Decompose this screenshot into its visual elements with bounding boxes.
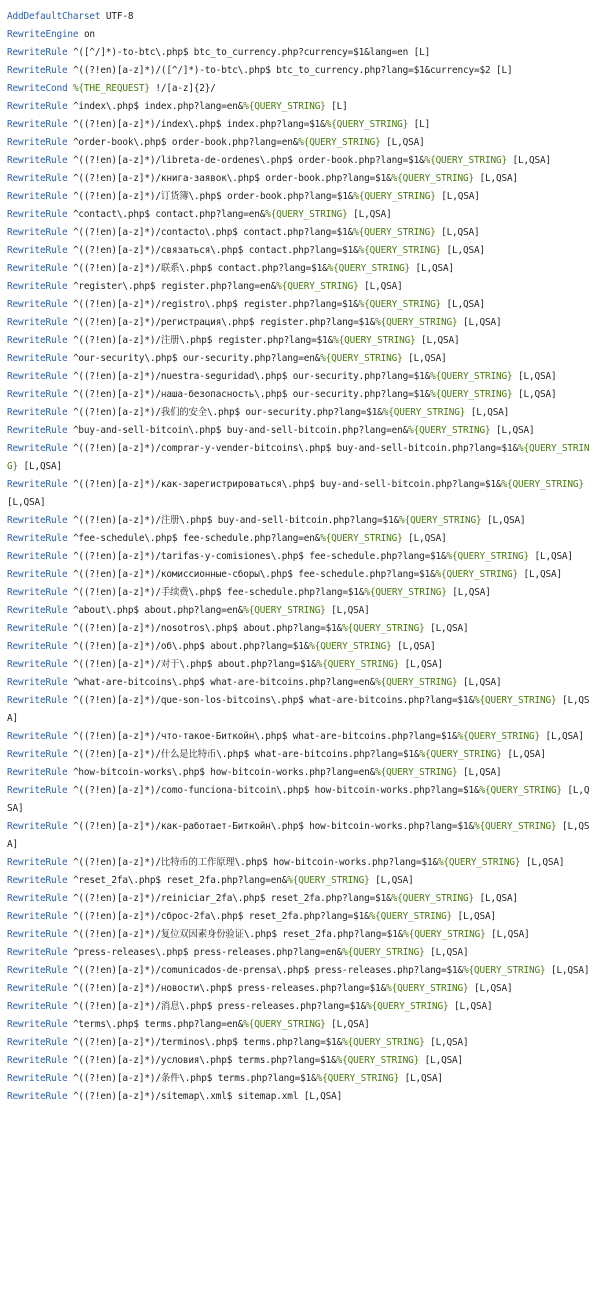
- directive-arguments: ^((?!en)[a-z]*)/比特币的工作原理\.php$ how-bitcoin-works.php?lang=$1&%{QUERY_STRING} [L,QSA]: [72, 857, 565, 868]
- code-line: [7, 746, 593, 764]
- code-line: [7, 134, 593, 152]
- directive-arguments: ^((?!en)[a-z]*)/什么是比特币\.php$ what-are-bitcoins.php?lang=$1&%{QUERY_STRING} [L,QSA]: [72, 749, 546, 760]
- directive-keyword: RewriteRule: [7, 443, 68, 454]
- directive-arguments: ^((?!en)[a-z]*)/nosotros\.php$ about.php?lang=$1&%{QUERY_STRING} [L,QSA]: [72, 623, 469, 634]
- code-line: [7, 926, 593, 944]
- code-line: [7, 8, 593, 26]
- code-line: [7, 854, 593, 872]
- code-line: [7, 350, 593, 368]
- code-line: [7, 782, 593, 818]
- directive-arguments: ^our-security\.php$ our-security.php?lang=en&%{QUERY_STRING} [L,QSA]: [72, 353, 447, 364]
- code-line: [7, 242, 593, 260]
- directive-arguments: ^reset_2fa\.php$ reset_2fa.php?lang=en&%{QUERY_STRING} [L,QSA]: [72, 875, 414, 886]
- directive-arguments: ^register\.php$ register.php?lang=en&%{QUERY_STRING} [L,QSA]: [72, 281, 403, 292]
- directive-arguments: ^((?!en)[a-z]*)/registro\.php$ register.php?lang=$1&%{QUERY_STRING} [L,QSA]: [72, 299, 486, 310]
- directive-keyword: RewriteRule: [7, 587, 68, 598]
- code-line: [7, 1016, 593, 1034]
- directive-arguments: ^((?!en)[a-z]*)/сброс-2fa\.php$ reset_2fa.php?lang=$1&%{QUERY_STRING} [L,QSA]: [72, 911, 497, 922]
- directive-keyword: RewriteRule: [7, 929, 68, 940]
- directive-keyword: RewriteRule: [7, 1055, 68, 1066]
- code-line: [7, 332, 593, 350]
- directive-keyword: RewriteRule: [7, 353, 68, 364]
- directive-arguments: ^((?!en)[a-z]*)/условия\.php$ terms.php?lang=$1&%{QUERY_STRING} [L,QSA]: [72, 1055, 464, 1066]
- code-line: [7, 278, 593, 296]
- directive-arguments: ^((?!en)[a-z]*)/订货簿\.php$ order-book.php?lang=$1&%{QUERY_STRING} [L,QSA]: [72, 191, 480, 202]
- directive-arguments: ^((?!en)[a-z]*)/комиссионные-сборы\.php$ fee-schedule.php?lang=$1&%{QUERY_STRING} [L,QSA]: [72, 569, 562, 580]
- directive-keyword: RewriteRule: [7, 137, 68, 148]
- directive-arguments: ^((?!en)[a-z]*)/que-son-los-bitcoins\.php$ what-are-bitcoins.php?lang=$1&%{QUERY_STRING} [L,QSA]: [7, 695, 590, 724]
- code-line: [7, 818, 593, 854]
- directive-arguments: ^((?!en)[a-z]*)/новости\.php$ press-releases.php?lang=$1&%{QUERY_STRING} [L,QSA]: [72, 983, 513, 994]
- code-line: [7, 296, 593, 314]
- directive-arguments: ^fee-schedule\.php$ fee-schedule.php?lang=en&%{QUERY_STRING} [L,QSA]: [72, 533, 447, 544]
- directive-keyword: RewriteRule: [7, 893, 68, 904]
- directive-keyword: RewriteRule: [7, 515, 68, 526]
- code-line: [7, 908, 593, 926]
- directive-keyword: RewriteRule: [7, 947, 68, 958]
- directive-keyword: RewriteRule: [7, 911, 68, 922]
- code-line: [7, 440, 593, 476]
- directive-keyword: RewriteRule: [7, 1019, 68, 1030]
- directive-arguments: ^buy-and-sell-bitcoin\.php$ buy-and-sell-bitcoin.php?lang=en&%{QUERY_STRING} [L,QSA]: [72, 425, 535, 436]
- directive-keyword: RewriteRule: [7, 551, 68, 562]
- directive-keyword: RewriteRule: [7, 749, 68, 760]
- code-line: [7, 674, 593, 692]
- code-line: [7, 314, 593, 332]
- directive-keyword: RewriteRule: [7, 605, 68, 616]
- directive-keyword: RewriteRule: [7, 263, 68, 274]
- directive-keyword: RewriteRule: [7, 857, 68, 868]
- code-line: [7, 890, 593, 908]
- code-line: [7, 260, 593, 278]
- directive-arguments: ^((?!en)[a-z]*)/об\.php$ about.php?lang=$1&%{QUERY_STRING} [L,QSA]: [72, 641, 436, 652]
- code-line: [7, 1070, 593, 1088]
- directive-arguments: UTF-8: [105, 11, 134, 22]
- directive-arguments: ^((?!en)[a-z]*)/как-зарегистрироваться\.php$ buy-and-sell-bitcoin.php?lang=$1&%{QUERY_STRING} [L,QSA]: [7, 479, 590, 508]
- directive-keyword: RewriteRule: [7, 209, 68, 220]
- code-line: [7, 728, 593, 746]
- directive-arguments: ^((?!en)[a-z]*)/([^/]*)-to-btc\.php$ btc_to_currency.php?lang=$1&currency=$2 [L]: [72, 65, 513, 76]
- code-line: [7, 692, 593, 728]
- code-line: [7, 170, 593, 188]
- code-line: [7, 566, 593, 584]
- directive-keyword: RewriteRule: [7, 407, 68, 418]
- code-line: [7, 1088, 593, 1106]
- code-line: [7, 548, 593, 566]
- code-line: [7, 98, 593, 116]
- directive-keyword: RewriteRule: [7, 659, 68, 670]
- directive-keyword: RewriteRule: [7, 227, 68, 238]
- code-line: [7, 998, 593, 1016]
- code-line: [7, 368, 593, 386]
- directive-keyword: RewriteRule: [7, 1091, 68, 1102]
- directive-keyword: RewriteRule: [7, 317, 68, 328]
- directive-keyword: RewriteRule: [7, 731, 68, 742]
- code-line: [7, 530, 593, 548]
- directive-keyword: RewriteRule: [7, 983, 68, 994]
- code-line: [7, 584, 593, 602]
- directive-arguments: ^((?!en)[a-z]*)/nuestra-seguridad\.php$ our-security.php?lang=$1&%{QUERY_STRING} [L,QSA]: [72, 371, 557, 382]
- code-line: [7, 656, 593, 674]
- code-line: [7, 602, 593, 620]
- code-line: [7, 26, 593, 44]
- directive-arguments: ^([^/]*)-to-btc\.php$ btc_to_currency.php?currency=$1&lang=en [L]: [72, 47, 431, 58]
- directive-arguments: ^((?!en)[a-z]*)/sitemap\.xml$ sitemap.xml [L,QSA]: [72, 1091, 343, 1102]
- directive-arguments: ^((?!en)[a-z]*)/книга-заявок\.php$ order-book.php?lang=$1&%{QUERY_STRING} [L,QSA]: [72, 173, 518, 184]
- directive-arguments: ^how-bitcoin-works\.php$ how-bitcoin-works.php?lang=en&%{QUERY_STRING} [L,QSA]: [72, 767, 502, 778]
- code-line: [7, 638, 593, 656]
- directive-keyword: RewriteRule: [7, 335, 68, 346]
- directive-keyword: RewriteRule: [7, 965, 68, 976]
- directive-keyword: RewriteRule: [7, 569, 68, 580]
- directive-arguments: ^((?!en)[a-z]*)/наша-безопасность\.php$ our-security.php?lang=$1&%{QUERY_STRING} [L,QSA]: [72, 389, 557, 400]
- directive-keyword: RewriteRule: [7, 785, 68, 796]
- directive-arguments: ^((?!en)[a-z]*)/reiniciar_2fa\.php$ reset_2fa.php?lang=$1&%{QUERY_STRING} [L,QSA]: [72, 893, 518, 904]
- directive-arguments: ^((?!en)[a-z]*)/对于\.php$ about.php?lang=$1&%{QUERY_STRING} [L,QSA]: [72, 659, 444, 670]
- directive-arguments: ^press-releases\.php$ press-releases.php?lang=en&%{QUERY_STRING} [L,QSA]: [72, 947, 469, 958]
- directive-arguments: ^((?!en)[a-z]*)/条件\.php$ terms.php?lang=$1&%{QUERY_STRING} [L,QSA]: [72, 1073, 444, 1084]
- directive-keyword: AddDefaultCharset: [7, 11, 101, 22]
- code-line: [7, 224, 593, 242]
- directive-keyword: RewriteRule: [7, 101, 68, 112]
- directive-keyword: RewriteRule: [7, 299, 68, 310]
- directive-keyword: RewriteRule: [7, 245, 68, 256]
- directive-arguments: ^((?!en)[a-z]*)/terminos\.php$ terms.php?lang=$1&%{QUERY_STRING} [L,QSA]: [72, 1037, 469, 1048]
- directive-arguments: ^((?!en)[a-z]*)/我们的安全\.php$ our-security.php?lang=$1&%{QUERY_STRING} [L,QSA]: [72, 407, 510, 418]
- directive-keyword: RewriteRule: [7, 533, 68, 544]
- code-line: [7, 1034, 593, 1052]
- directive-arguments: ^((?!en)[a-z]*)/связаться\.php$ contact.php?lang=$1&%{QUERY_STRING} [L,QSA]: [72, 245, 486, 256]
- directive-arguments: ^((?!en)[a-z]*)/注册\.php$ register.php?lang=$1&%{QUERY_STRING} [L,QSA]: [72, 335, 460, 346]
- directive-keyword: RewriteRule: [7, 767, 68, 778]
- directive-arguments: ^((?!en)[a-z]*)/регистрация\.php$ register.php?lang=$1&%{QUERY_STRING} [L,QSA]: [72, 317, 502, 328]
- code-line: [7, 152, 593, 170]
- directive-arguments: ^order-book\.php$ order-book.php?lang=en&%{QUERY_STRING} [L,QSA]: [72, 137, 425, 148]
- directive-arguments: ^((?!en)[a-z]*)/index\.php$ index.php?lang=$1&%{QUERY_STRING} [L]: [72, 119, 431, 130]
- directive-arguments: ^contact\.php$ contact.php?lang=en&%{QUERY_STRING} [L,QSA]: [72, 209, 392, 220]
- directive-keyword: RewriteRule: [7, 65, 68, 76]
- directive-keyword: RewriteRule: [7, 821, 68, 832]
- directive-arguments: ^((?!en)[a-z]*)/手续费\.php$ fee-schedule.php?lang=$1&%{QUERY_STRING} [L,QSA]: [72, 587, 491, 598]
- directive-keyword: RewriteRule: [7, 47, 68, 58]
- directive-keyword: RewriteRule: [7, 191, 68, 202]
- directive-arguments: ^((?!en)[a-z]*)/comprar-y-vender-bitcoins\.php$ buy-and-sell-bitcoin.php?lang=$1&%{QUERY_STRING} [L,QSA]: [7, 443, 590, 472]
- directive-keyword: RewriteRule: [7, 281, 68, 292]
- directive-keyword: RewriteRule: [7, 425, 68, 436]
- code-line: [7, 44, 593, 62]
- directive-keyword: RewriteRule: [7, 479, 68, 490]
- directive-keyword: RewriteRule: [7, 1037, 68, 1048]
- directive-keyword: RewriteRule: [7, 119, 68, 130]
- directive-keyword: RewriteRule: [7, 695, 68, 706]
- code-line: [7, 962, 593, 980]
- directive-arguments: ^((?!en)[a-z]*)/注册\.php$ buy-and-sell-bitcoin.php?lang=$1&%{QUERY_STRING} [L,QSA]: [72, 515, 526, 526]
- directive-arguments: ^terms\.php$ terms.php?lang=en&%{QUERY_STRING} [L,QSA]: [72, 1019, 370, 1030]
- code-line: [7, 476, 593, 512]
- code-line: [7, 386, 593, 404]
- directive-arguments: ^((?!en)[a-z]*)/contacto\.php$ contact.php?lang=$1&%{QUERY_STRING} [L,QSA]: [72, 227, 480, 238]
- directive-arguments: ^((?!en)[a-z]*)/联系\.php$ contact.php?lang=$1&%{QUERY_STRING} [L,QSA]: [72, 263, 455, 274]
- directive-keyword: RewriteRule: [7, 677, 68, 688]
- code-line: [7, 188, 593, 206]
- directive-arguments: ^((?!en)[a-z]*)/复位双因素身份验证\.php$ reset_2fa.php?lang=$1&%{QUERY_STRING} [L,QSA]: [72, 929, 530, 940]
- directive-arguments: ^((?!en)[a-z]*)/消息\.php$ press-releases.php?lang=$1&%{QUERY_STRING} [L,QSA]: [72, 1001, 493, 1012]
- directive-arguments: ^((?!en)[a-z]*)/что-такое-Биткойн\.php$ what-are-bitcoins.php?lang=$1&%{QUERY_STRING} [L,QSA]: [72, 731, 584, 742]
- directive-keyword: RewriteRule: [7, 389, 68, 400]
- code-line: [7, 980, 593, 998]
- code-line: [7, 512, 593, 530]
- directive-keyword: RewriteEngine: [7, 29, 79, 40]
- code-line: [7, 1052, 593, 1070]
- code-line: [7, 764, 593, 782]
- directive-keyword: RewriteRule: [7, 371, 68, 382]
- directive-keyword: RewriteRule: [7, 641, 68, 652]
- code-line: [7, 206, 593, 224]
- directive-arguments: on: [83, 29, 95, 40]
- directive-keyword: RewriteRule: [7, 1001, 68, 1012]
- code-line: [7, 404, 593, 422]
- directive-arguments: ^((?!en)[a-z]*)/como-funciona-bitcoin\.php$ how-bitcoin-works.php?lang=$1&%{QUERY_STRING} [L,QSA]: [7, 785, 590, 814]
- directive-arguments: ^about\.php$ about.php?lang=en&%{QUERY_STRING} [L,QSA]: [72, 605, 370, 616]
- directive-keyword: RewriteRule: [7, 875, 68, 886]
- directive-arguments: ^((?!en)[a-z]*)/tarifas-y-comisiones\.php$ fee-schedule.php?lang=$1&%{QUERY_STRING} [L,QSA]: [72, 551, 573, 562]
- code-line: [7, 944, 593, 962]
- code-line: [7, 80, 593, 98]
- code-line: [7, 422, 593, 440]
- code-line: [7, 62, 593, 80]
- directive-keyword: RewriteRule: [7, 1073, 68, 1084]
- directive-arguments: ^((?!en)[a-z]*)/comunicados-de-prensa\.php$ press-releases.php?lang=$1&%{QUERY_STRING} [L,QSA]: [72, 965, 590, 976]
- directive-keyword: RewriteCond: [7, 83, 68, 94]
- code-line: [7, 872, 593, 890]
- code-line: [7, 620, 593, 638]
- directive-arguments: ^((?!en)[a-z]*)/libreta-de-ordenes\.php$ order-book.php?lang=$1&%{QUERY_STRING} [L,QSA]: [72, 155, 551, 166]
- directive-arguments: ^index\.php$ index.php?lang=en&%{QUERY_STRING} [L]: [72, 101, 348, 112]
- directive-keyword: RewriteRule: [7, 173, 68, 184]
- directive-arguments: %{THE_REQUEST} !/[a-z]{2}/: [72, 83, 216, 94]
- directive-arguments: ^((?!en)[a-z]*)/как-работает-Биткойн\.php$ how-bitcoin-works.php?lang=$1&%{QUERY_STRING} [L,QSA]: [7, 821, 590, 850]
- directive-keyword: RewriteRule: [7, 623, 68, 634]
- directive-keyword: RewriteRule: [7, 155, 68, 166]
- code-line: [7, 116, 593, 134]
- directive-arguments: ^what-are-bitcoins\.php$ what-are-bitcoins.php?lang=en&%{QUERY_STRING} [L,QSA]: [72, 677, 502, 688]
